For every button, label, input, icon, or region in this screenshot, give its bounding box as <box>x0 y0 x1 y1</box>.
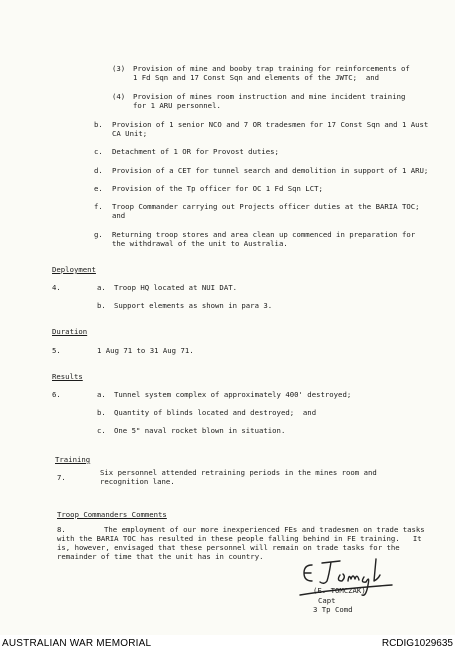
item-line: 1 Aug 71 to 31 Aug 71. <box>97 346 194 355</box>
item-line: is, however, envisaged that these personnel will remain on trade tasks for the <box>57 543 400 552</box>
item-letter: b. <box>94 120 103 129</box>
item-line: Quantity of blinds located and destroyed; and <box>114 408 317 417</box>
item-line: One 5" naval rocket blown in situation. <box>114 426 286 435</box>
item-line: The employment of our more inexperienced FEs and tradesmen on trade tasks <box>104 525 425 534</box>
item-letter: a. <box>97 390 106 399</box>
item-line: Returning troop stores and area clean up commenced in preparation for <box>112 230 416 239</box>
item-line: Provision of a CET for tunnel search and demolition in support of 1 ARU; <box>112 166 429 175</box>
item-line: 1 Fd Sqn and 17 Const Sqn and elements of the JWTC; and <box>133 73 380 82</box>
item-line: with the BARIA TOC has resulted in these people falling behind in FE training. It <box>57 534 422 543</box>
item-line: the withdrawal of the unit to Australia. <box>112 239 288 248</box>
para-num: 7. <box>57 473 66 482</box>
signatory-name: (E. TOMCZAK) <box>313 586 366 595</box>
para-num: 5. <box>52 346 61 355</box>
item-line: for 1 ARU personnel. <box>133 101 221 110</box>
item-line: Troop HQ located at NUI DAT. <box>114 283 238 292</box>
section-heading-results: Results <box>52 372 83 381</box>
item-letter: e. <box>94 184 103 193</box>
para-num: 8. <box>57 525 66 534</box>
item-line: remainder of time that the unit has in country. <box>57 552 264 561</box>
section-heading-duration: Duration <box>52 327 88 336</box>
item-line: Provision of the Tp officer for OC 1 Fd Sqn LCT; <box>112 184 323 193</box>
para-num: 4. <box>52 283 61 292</box>
item-line: Support elements as shown in para 3. <box>114 301 273 310</box>
section-heading-comments: Troop Commanders Comments <box>57 510 167 519</box>
archive-footer <box>0 635 455 653</box>
item-letter: c. <box>94 147 103 156</box>
item-num: (4) <box>112 92 126 101</box>
item-line: and <box>112 211 126 220</box>
section-heading-training: Training <box>55 455 91 464</box>
item-letter: b. <box>97 408 106 417</box>
item-letter: g. <box>94 230 103 239</box>
item-letter: f. <box>94 202 103 211</box>
item-line: Provision of 1 senior NCO and 7 OR tradesmen for 17 Const Sqn and 1 Aust <box>112 120 429 129</box>
handwritten-signature <box>296 555 396 603</box>
item-letter: a. <box>97 283 106 292</box>
item-line: Provision of mines room instruction and mine incident training <box>133 92 406 101</box>
item-letter: c. <box>97 426 106 435</box>
item-num: (3) <box>112 64 126 73</box>
item-line: Six personnel attended retraining periods in the mines room and <box>100 468 377 477</box>
item-line: CA Unit; <box>112 129 148 138</box>
item-letter: d. <box>94 166 103 175</box>
item-line: Provision of mine and booby trap training for reinforcements of <box>133 64 410 73</box>
signatory-appointment: 3 Tp Comd <box>313 605 353 614</box>
item-line: Troop Commander carrying out Projects officer duties at the BARIA TOC; <box>112 202 420 211</box>
item-line: recognition lane. <box>100 477 175 486</box>
para-num: 6. <box>52 390 61 399</box>
item-line: Detachment of 1 OR for Provost duties; <box>112 147 279 156</box>
item-letter: b. <box>97 301 106 310</box>
item-line: Tunnel system complex of approximately 400' destroyed; <box>114 390 352 399</box>
footer-archive-name: AUSTRALIAN WAR MEMORIAL <box>2 638 152 649</box>
footer-record-id: RCDIG1029635 <box>381 638 453 649</box>
signatory-rank: Capt <box>318 596 336 605</box>
section-heading-deployment: Deployment <box>52 265 96 274</box>
